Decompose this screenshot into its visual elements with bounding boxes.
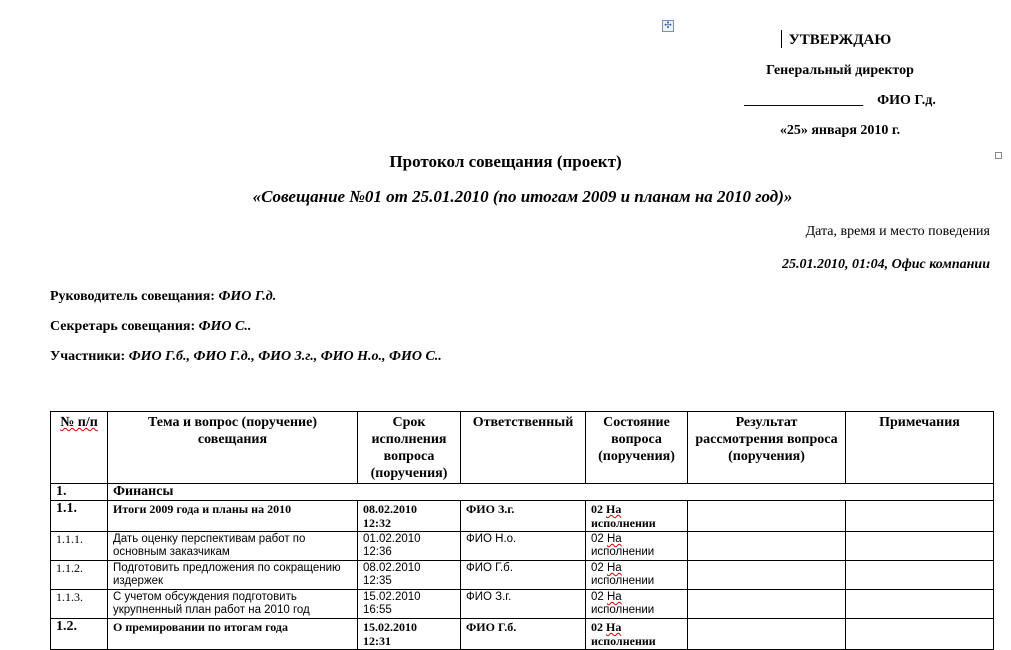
row-deadline: 01.02.2010 12:36 [358,532,461,561]
row-deadline: 08.02.2010 12:32 [358,501,461,532]
table-header-row [51,412,994,484]
row-result[interactable] [688,561,846,590]
signature-line: _________________ [744,93,864,108]
row-topic: Дать оценку перспективам работ по основным заказчикам [108,532,358,561]
row-num: 1.2. [51,619,108,650]
col-header-responsible: Ответственный [461,412,586,484]
page-title: Протокол совещания (проект) [389,152,622,171]
row-topic: Финансы [108,484,994,501]
col-header-deadline: Срок исполнения вопроса (поручения) [358,412,461,484]
row-deadline: 15.02.2010 16:55 [358,590,461,619]
row-status: 02 На исполнении [586,561,688,590]
approval-title: УТВЕРЖДАЮ [788,32,892,48]
row-num: 1.1. [51,501,108,532]
row-notes[interactable] [846,532,994,561]
meeting-secretary [50,319,251,335]
row-result[interactable] [688,532,846,561]
table-row [51,532,994,561]
table-move-handle-icon[interactable]: ✣ [662,20,674,32]
row-num: 1.1.3. [51,590,108,619]
members-value: ФИО Г.б., ФИО Г.д., ФИО З.г., ФИО Н.о., ФИО С.. [128,349,442,364]
page-subtitle: «Совещание №01 от 25.01.2010 (по итогам 2009 и планам на 2010 год)» [252,187,793,206]
row-notes[interactable] [846,501,994,532]
col-header-result: Результат рассмотрения вопроса (поручения) [688,412,846,484]
members-label: Участники: [50,349,126,364]
row-status: 02 На исполнении [586,532,688,561]
table-row [51,484,994,501]
table-row [51,561,994,590]
row-result[interactable] [688,501,846,532]
row-responsible: ФИО З.г. [461,590,586,619]
approval-date: «25» января 2010 г. [779,123,901,138]
meeting-meta-label: Дата, время и место поведения [805,224,990,239]
col-header-topic: Тема и вопрос (поручение) совещания [108,412,358,484]
chair-label: Руководитель совещания: [50,289,215,304]
row-topic: Итоги 2009 года и планы на 2010 [108,501,358,532]
chair-value: ФИО Г.д. [218,289,277,304]
secretary-value: ФИО С.. [198,319,252,334]
row-deadline: 08.02.2010 12:35 [358,561,461,590]
row-responsible: ФИО Н.о. [461,532,586,561]
approval-role: Генеральный директор [766,63,914,78]
row-topic: Подготовить предложения по сокращению издержек [108,561,358,590]
row-topic: О премировании по итогам года [108,619,358,650]
row-responsible: ФИО Г.б. [461,561,586,590]
row-notes[interactable] [846,590,994,619]
col-header-notes: Примечания [846,412,994,484]
row-topic: С учетом обсуждения подготовить укрупненный план работ на 2010 год [108,590,358,619]
approval-signer: ФИО Г.д. [877,93,936,108]
meeting-meta-value: 25.01.2010, 01:04, Офис компании [781,257,990,272]
row-result[interactable] [688,590,846,619]
meeting-members [50,349,442,365]
row-notes[interactable] [846,619,994,650]
row-num: 1.1.1. [51,532,108,561]
row-notes[interactable] [846,561,994,590]
row-result[interactable] [688,619,846,650]
approval-signature [700,93,980,109]
row-num: 1. [51,484,108,501]
table-row [51,619,994,650]
col-header-status: Состояние вопроса (поручения) [586,412,688,484]
row-num: 1.1.2. [51,561,108,590]
col-header-num: № п/п [51,412,108,484]
row-status: 02 На исполнении [586,501,688,532]
table-row [51,590,994,619]
protocol-table [50,411,994,650]
row-responsible: ФИО Г.б. [461,619,586,650]
secretary-label: Секретарь совещания: [50,319,196,334]
row-status: 02 На исполнении [586,590,688,619]
meeting-chair [50,289,276,305]
row-deadline: 15.02.2010 12:31 [358,619,461,650]
table-row [51,501,994,532]
row-responsible: ФИО З.г. [461,501,586,532]
row-status: 02 На исполнении [586,619,688,650]
